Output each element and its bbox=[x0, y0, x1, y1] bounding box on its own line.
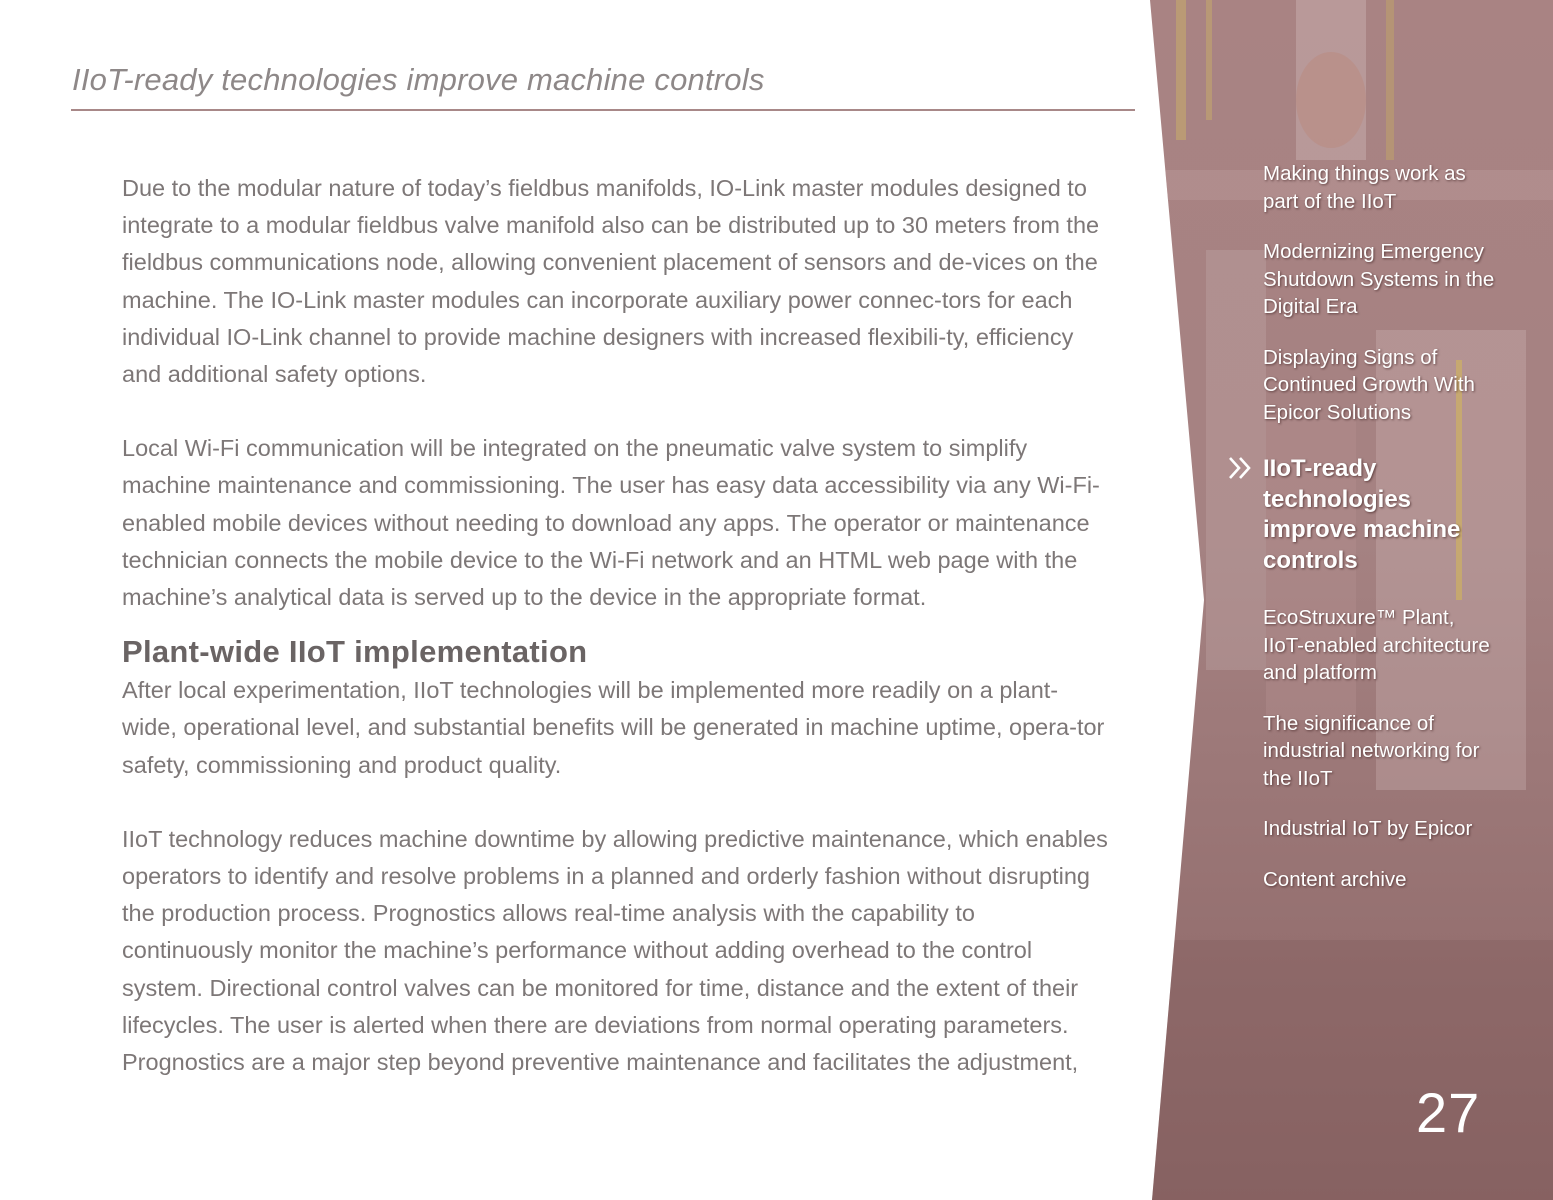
sidebar-item-iiot-ready-active[interactable] bbox=[1263, 454, 1498, 576]
article-body bbox=[122, 170, 1112, 1118]
sidebar-item-industrial-iot-epicor[interactable]: Industrial IoT by Epicor bbox=[1263, 817, 1473, 840]
sidebar-item-label: IIoT-ready technologies improve machine controls bbox=[1263, 455, 1461, 574]
page-number: 27 bbox=[1416, 1081, 1481, 1144]
paragraph: After local experimentation, IIoT technologies will be implemented more readily on a plant-wide, operational level, and substantial benefits will be generated in machine uptime, opera-tor safety, commissioning and product quality. bbox=[122, 677, 1105, 778]
section-heading: Plant-wide IIoT implementation bbox=[122, 634, 588, 670]
sidebar-item-making-things-work[interactable]: Making things work as part of the IIoT bbox=[1263, 162, 1466, 213]
sidebar-item-content-archive[interactable]: Content archive bbox=[1263, 867, 1407, 891]
sidebar bbox=[1146, 0, 1553, 1200]
paragraph: Local Wi-Fi communication will be integrated on the pneumatic valve system to simplify machine maintenance and commissioning. The user has easy data accessibility via any Wi-Fi-enabled mobile devices without needing to download any apps. The operator or maintenance technician connects the mobile device to the Wi-Fi network and an HTML web page with the machine’s analytical data is served up to the device in the appropriate format. bbox=[122, 435, 1100, 611]
sidebar-item-industrial-networking[interactable]: The significance of industrial networking for the IIoT bbox=[1263, 711, 1480, 790]
paragraph: IIoT technology reduces machine downtime by allowing predictive maintenance, which enables operators to identify and resolve problems in a planned and orderly fashion without disrupting the production process. Prognostics allows real-time analysis with the capability to continuously monitor the machine’s performance without adding overhead to the control system. Directional control valves can be monitored for time, distance and the extent of their lifecycles. The user is alerted when there are deviations from normal operating parameters. Prognostics are a major step beyond preventive maintenance and facilitates the adjustment, bbox=[122, 825, 1108, 1076]
sidebar-item-emergency-shutdown[interactable]: Modernizing Emergency Shutdown Systems in the Digital Era bbox=[1263, 240, 1495, 318]
page-title: IIoT-ready technologies improve machine controls bbox=[72, 62, 765, 97]
sidebar-item-ecostruxure[interactable]: EcoStruxure™ Plant, IIoT-enabled architecture and platform bbox=[1263, 606, 1490, 684]
header-divider bbox=[71, 109, 1135, 111]
paragraph: Due to the modular nature of today’s fieldbus manifolds, IO-Link master modules designed to integrate to a modular fieldbus valve manifold also can be distributed up to 30 meters from the fieldbus communications node, allowing convenient placement of sensors and de-vices on the machine. The IO-Link master modules can incorporate auxiliary power connec-tors for each individual IO-Link channel to provide machine designers with increased flexibili-ty, efficiency and additional safety options. bbox=[122, 175, 1100, 388]
sidebar-nav bbox=[1263, 160, 1498, 916]
double-chevron-right-icon bbox=[1227, 455, 1255, 481]
sidebar-item-epicor-growth[interactable]: Displaying Signs of Continued Growth With Epicor Solutions bbox=[1263, 345, 1475, 424]
